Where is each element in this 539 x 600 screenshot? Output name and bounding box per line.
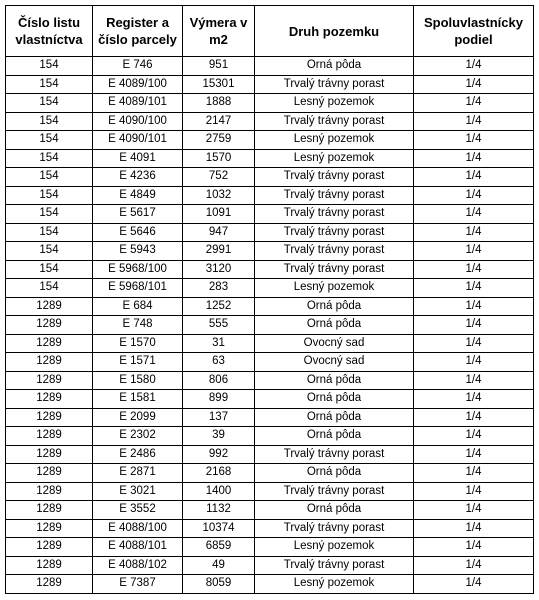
co-ownership-share-cell: 1/4 xyxy=(414,353,534,372)
area-cell: 15301 xyxy=(183,75,255,94)
co-ownership-share-cell: 1/4 xyxy=(414,556,534,575)
table-row xyxy=(6,501,534,520)
area-cell: 31 xyxy=(183,334,255,353)
co-ownership-share-cell: 1/4 xyxy=(414,260,534,279)
land-type-cell: Lesný pozemok xyxy=(255,131,414,150)
table-row xyxy=(6,223,534,242)
land-type-cell: Trvalý trávny porast xyxy=(255,223,414,242)
co-ownership-share-cell: 1/4 xyxy=(414,131,534,150)
table-row xyxy=(6,94,534,113)
register-parcel-number-cell: E 4091 xyxy=(93,149,183,168)
table-row xyxy=(6,575,534,594)
header-land-type: Druh pozemku xyxy=(255,6,414,57)
land-type-cell: Ovocný sad xyxy=(255,353,414,372)
land-type-cell: Lesný pozemok xyxy=(255,94,414,113)
ownership-sheet-number-cell: 1289 xyxy=(6,482,93,501)
co-ownership-share-cell: 1/4 xyxy=(414,538,534,557)
ownership-sheet-number-cell: 154 xyxy=(6,186,93,205)
co-ownership-share-cell: 1/4 xyxy=(414,223,534,242)
land-type-cell: Orná pôda xyxy=(255,501,414,520)
register-parcel-number-cell: E 5646 xyxy=(93,223,183,242)
area-cell: 2168 xyxy=(183,464,255,483)
area-cell: 555 xyxy=(183,316,255,335)
land-type-cell: Trvalý trávny porast xyxy=(255,242,414,261)
area-cell: 2147 xyxy=(183,112,255,131)
register-parcel-number-cell: E 2099 xyxy=(93,408,183,427)
area-cell: 2991 xyxy=(183,242,255,261)
register-parcel-number-cell: E 4088/102 xyxy=(93,556,183,575)
table-row xyxy=(6,279,534,298)
table-row xyxy=(6,57,534,76)
land-type-cell: Lesný pozemok xyxy=(255,575,414,594)
ownership-sheet-number-cell: 154 xyxy=(6,131,93,150)
register-parcel-number-cell: E 1571 xyxy=(93,353,183,372)
table-row xyxy=(6,75,534,94)
header-register-parcel-number: Register a číslo parcely xyxy=(93,6,183,57)
land-type-cell: Orná pôda xyxy=(255,297,414,316)
register-parcel-number-cell: E 748 xyxy=(93,316,183,335)
ownership-sheet-number-cell: 154 xyxy=(6,242,93,261)
land-type-cell: Trvalý trávny porast xyxy=(255,519,414,538)
ownership-sheet-number-cell: 154 xyxy=(6,57,93,76)
area-cell: 992 xyxy=(183,445,255,464)
land-type-cell: Trvalý trávny porast xyxy=(255,112,414,131)
table-row xyxy=(6,445,534,464)
table-row xyxy=(6,205,534,224)
register-parcel-number-cell: E 4089/101 xyxy=(93,94,183,113)
ownership-sheet-number-cell: 1289 xyxy=(6,501,93,520)
land-type-cell: Lesný pozemok xyxy=(255,279,414,298)
co-ownership-share-cell: 1/4 xyxy=(414,168,534,187)
land-type-cell: Orná pôda xyxy=(255,464,414,483)
register-parcel-number-cell: E 1570 xyxy=(93,334,183,353)
table-row xyxy=(6,538,534,557)
co-ownership-share-cell: 1/4 xyxy=(414,519,534,538)
co-ownership-share-cell: 1/4 xyxy=(414,445,534,464)
ownership-sheet-number-cell: 1289 xyxy=(6,519,93,538)
area-cell: 1888 xyxy=(183,94,255,113)
land-type-cell: Trvalý trávny porast xyxy=(255,260,414,279)
parcel-table xyxy=(5,5,534,594)
register-parcel-number-cell: E 746 xyxy=(93,57,183,76)
ownership-sheet-number-cell: 154 xyxy=(6,94,93,113)
co-ownership-share-cell: 1/4 xyxy=(414,371,534,390)
ownership-sheet-number-cell: 154 xyxy=(6,223,93,242)
land-type-cell: Trvalý trávny porast xyxy=(255,482,414,501)
register-parcel-number-cell: E 2486 xyxy=(93,445,183,464)
register-parcel-number-cell: E 684 xyxy=(93,297,183,316)
ownership-sheet-number-cell: 1289 xyxy=(6,334,93,353)
ownership-sheet-number-cell: 154 xyxy=(6,279,93,298)
co-ownership-share-cell: 1/4 xyxy=(414,427,534,446)
land-type-cell: Trvalý trávny porast xyxy=(255,186,414,205)
area-cell: 752 xyxy=(183,168,255,187)
co-ownership-share-cell: 1/4 xyxy=(414,242,534,261)
co-ownership-share-cell: 1/4 xyxy=(414,334,534,353)
register-parcel-number-cell: E 2871 xyxy=(93,464,183,483)
co-ownership-share-cell: 1/4 xyxy=(414,501,534,520)
header-row xyxy=(6,6,534,57)
table-row xyxy=(6,353,534,372)
table-row xyxy=(6,149,534,168)
register-parcel-number-cell: E 5617 xyxy=(93,205,183,224)
area-cell: 137 xyxy=(183,408,255,427)
land-type-cell: Trvalý trávny porast xyxy=(255,445,414,464)
table-row xyxy=(6,556,534,575)
land-type-cell: Orná pôda xyxy=(255,390,414,409)
register-parcel-number-cell: E 4236 xyxy=(93,168,183,187)
header-co-ownership-share: Spoluvlastnícky podiel xyxy=(414,6,534,57)
area-cell: 49 xyxy=(183,556,255,575)
area-cell: 6859 xyxy=(183,538,255,557)
area-cell: 283 xyxy=(183,279,255,298)
table-header xyxy=(6,6,534,57)
table-row xyxy=(6,519,534,538)
register-parcel-number-cell: E 1580 xyxy=(93,371,183,390)
register-parcel-number-cell: E 5943 xyxy=(93,242,183,261)
table-row xyxy=(6,168,534,187)
table-row xyxy=(6,408,534,427)
co-ownership-share-cell: 1/4 xyxy=(414,94,534,113)
register-parcel-number-cell: E 2302 xyxy=(93,427,183,446)
table-row xyxy=(6,482,534,501)
area-cell: 1132 xyxy=(183,501,255,520)
ownership-sheet-number-cell: 1289 xyxy=(6,427,93,446)
area-cell: 951 xyxy=(183,57,255,76)
area-cell: 39 xyxy=(183,427,255,446)
area-cell: 63 xyxy=(183,353,255,372)
area-cell: 10374 xyxy=(183,519,255,538)
ownership-sheet-number-cell: 1289 xyxy=(6,538,93,557)
co-ownership-share-cell: 1/4 xyxy=(414,205,534,224)
ownership-sheet-number-cell: 1289 xyxy=(6,316,93,335)
land-type-cell: Trvalý trávny porast xyxy=(255,205,414,224)
area-cell: 1032 xyxy=(183,186,255,205)
land-type-cell: Orná pôda xyxy=(255,316,414,335)
ownership-sheet-number-cell: 154 xyxy=(6,205,93,224)
table-row xyxy=(6,316,534,335)
ownership-sheet-number-cell: 1289 xyxy=(6,408,93,427)
register-parcel-number-cell: E 4849 xyxy=(93,186,183,205)
co-ownership-share-cell: 1/4 xyxy=(414,464,534,483)
co-ownership-share-cell: 1/4 xyxy=(414,297,534,316)
area-cell: 2759 xyxy=(183,131,255,150)
land-type-cell: Orná pôda xyxy=(255,57,414,76)
land-type-cell: Orná pôda xyxy=(255,427,414,446)
land-type-cell: Ovocný sad xyxy=(255,334,414,353)
area-cell: 1091 xyxy=(183,205,255,224)
co-ownership-share-cell: 1/4 xyxy=(414,390,534,409)
ownership-sheet-number-cell: 1289 xyxy=(6,390,93,409)
ownership-sheet-number-cell: 154 xyxy=(6,168,93,187)
header-area-m2: Výmera v m2 xyxy=(183,6,255,57)
co-ownership-share-cell: 1/4 xyxy=(414,186,534,205)
land-type-cell: Trvalý trávny porast xyxy=(255,168,414,187)
ownership-sheet-number-cell: 1289 xyxy=(6,353,93,372)
land-type-cell: Trvalý trávny porast xyxy=(255,556,414,575)
ownership-sheet-number-cell: 154 xyxy=(6,112,93,131)
co-ownership-share-cell: 1/4 xyxy=(414,482,534,501)
co-ownership-share-cell: 1/4 xyxy=(414,57,534,76)
register-parcel-number-cell: E 5968/101 xyxy=(93,279,183,298)
ownership-sheet-number-cell: 154 xyxy=(6,149,93,168)
table-row xyxy=(6,464,534,483)
area-cell: 1400 xyxy=(183,482,255,501)
co-ownership-share-cell: 1/4 xyxy=(414,575,534,594)
ownership-sheet-number-cell: 1289 xyxy=(6,556,93,575)
register-parcel-number-cell: E 4089/100 xyxy=(93,75,183,94)
ownership-sheet-number-cell: 1289 xyxy=(6,297,93,316)
area-cell: 947 xyxy=(183,223,255,242)
land-type-cell: Orná pôda xyxy=(255,408,414,427)
parcel-table-container xyxy=(5,5,534,594)
table-row xyxy=(6,427,534,446)
table-row xyxy=(6,334,534,353)
area-cell: 1570 xyxy=(183,149,255,168)
ownership-sheet-number-cell: 1289 xyxy=(6,445,93,464)
co-ownership-share-cell: 1/4 xyxy=(414,408,534,427)
ownership-sheet-number-cell: 1289 xyxy=(6,464,93,483)
table-row xyxy=(6,260,534,279)
register-parcel-number-cell: E 7387 xyxy=(93,575,183,594)
table-row xyxy=(6,131,534,150)
header-ownership-sheet-number: Číslo listu vlastníctva xyxy=(6,6,93,57)
co-ownership-share-cell: 1/4 xyxy=(414,279,534,298)
ownership-sheet-number-cell: 154 xyxy=(6,75,93,94)
register-parcel-number-cell: E 4088/100 xyxy=(93,519,183,538)
land-type-cell: Lesný pozemok xyxy=(255,149,414,168)
table-row xyxy=(6,242,534,261)
ownership-sheet-number-cell: 154 xyxy=(6,260,93,279)
co-ownership-share-cell: 1/4 xyxy=(414,75,534,94)
register-parcel-number-cell: E 3021 xyxy=(93,482,183,501)
land-type-cell: Trvalý trávny porast xyxy=(255,75,414,94)
ownership-sheet-number-cell: 1289 xyxy=(6,575,93,594)
co-ownership-share-cell: 1/4 xyxy=(414,316,534,335)
register-parcel-number-cell: E 1581 xyxy=(93,390,183,409)
register-parcel-number-cell: E 5968/100 xyxy=(93,260,183,279)
register-parcel-number-cell: E 4088/101 xyxy=(93,538,183,557)
co-ownership-share-cell: 1/4 xyxy=(414,112,534,131)
table-row xyxy=(6,186,534,205)
area-cell: 1252 xyxy=(183,297,255,316)
table-row xyxy=(6,297,534,316)
table-row xyxy=(6,371,534,390)
register-parcel-number-cell: E 4090/100 xyxy=(93,112,183,131)
land-type-cell: Orná pôda xyxy=(255,371,414,390)
area-cell: 3120 xyxy=(183,260,255,279)
area-cell: 8059 xyxy=(183,575,255,594)
area-cell: 899 xyxy=(183,390,255,409)
area-cell: 806 xyxy=(183,371,255,390)
table-row xyxy=(6,390,534,409)
register-parcel-number-cell: E 3552 xyxy=(93,501,183,520)
register-parcel-number-cell: E 4090/101 xyxy=(93,131,183,150)
land-type-cell: Lesný pozemok xyxy=(255,538,414,557)
ownership-sheet-number-cell: 1289 xyxy=(6,371,93,390)
table-row xyxy=(6,112,534,131)
co-ownership-share-cell: 1/4 xyxy=(414,149,534,168)
table-body xyxy=(6,57,534,594)
